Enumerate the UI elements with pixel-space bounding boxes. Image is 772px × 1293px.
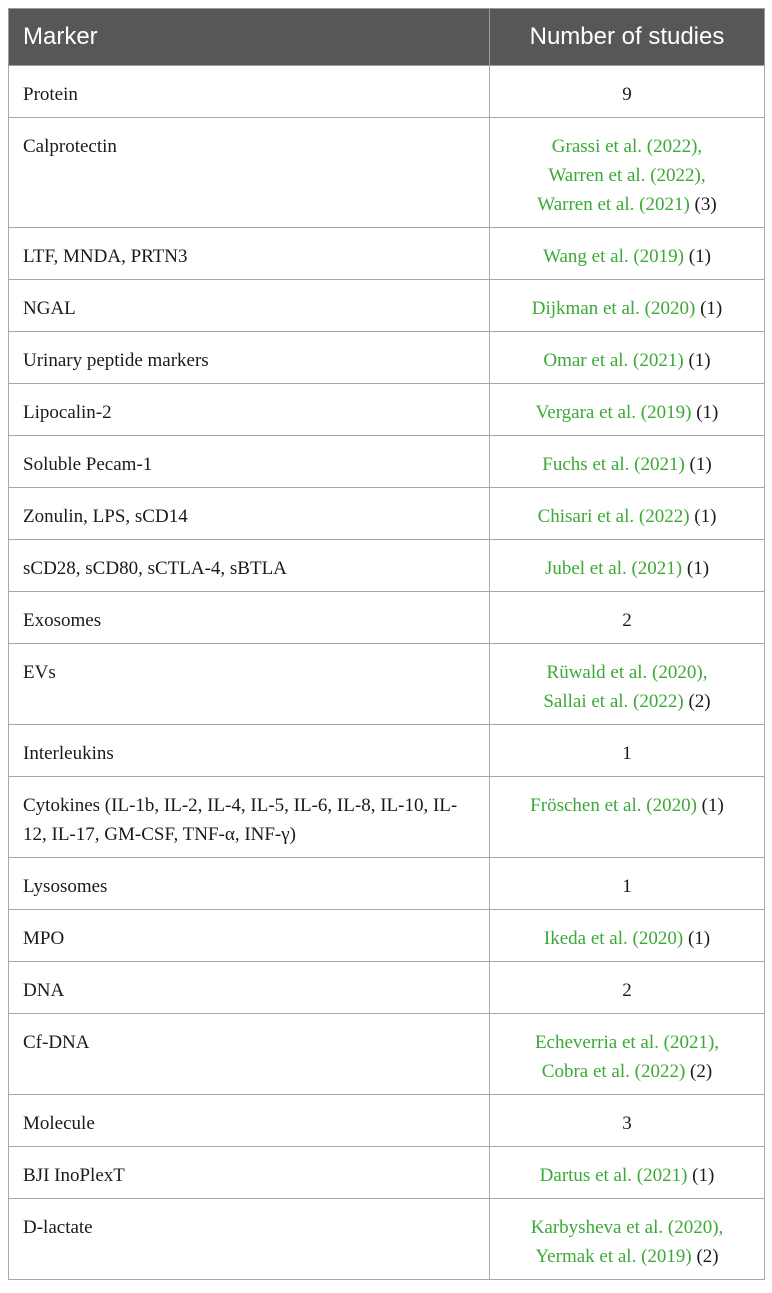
- reference-link[interactable]: Grassi et al. (2022),: [551, 136, 703, 157]
- studies-cell: [490, 1199, 765, 1280]
- reference-link[interactable]: Omar et al. (2021): [543, 350, 684, 371]
- table-row: [9, 777, 765, 858]
- count-cell: 1: [490, 725, 765, 777]
- table-row: [9, 962, 765, 1014]
- marker-cell: Urinary peptide markers: [9, 332, 490, 384]
- study-count: (1): [701, 795, 724, 816]
- study-count: (1): [687, 928, 711, 949]
- header-marker: Marker: [9, 9, 490, 66]
- header-number-of-studies: Number of studies: [490, 9, 765, 66]
- reference-link[interactable]: Sallai et al. (2022): [543, 691, 684, 712]
- studies-cell: [490, 777, 765, 858]
- table-row: [9, 1014, 765, 1095]
- studies-cell: [490, 910, 765, 962]
- marker-cell: Calprotectin: [9, 118, 490, 228]
- table-row: [9, 1095, 765, 1147]
- reference-link[interactable]: Yermak et al. (2019): [535, 1246, 692, 1267]
- table-row: [9, 332, 765, 384]
- marker-cell: sCD28, sCD80, sCTLA-4, sBTLA: [9, 540, 490, 592]
- table-row: [9, 488, 765, 540]
- table-row: [9, 280, 765, 332]
- count-cell: 9: [490, 66, 765, 118]
- table-row: [9, 66, 765, 118]
- count-cell: 2: [490, 962, 765, 1014]
- table-row: [9, 1199, 765, 1280]
- table-row: [9, 858, 765, 910]
- table-row: [9, 592, 765, 644]
- marker-cell: LTF, MNDA, PRTN3: [9, 228, 490, 280]
- marker-cell: BJI InoPlexT: [9, 1147, 490, 1199]
- studies-cell: [490, 436, 765, 488]
- studies-cell: [490, 118, 765, 228]
- study-count: (1): [686, 558, 710, 579]
- studies-cell: [490, 1014, 765, 1095]
- marker-cell: Molecule: [9, 1095, 490, 1147]
- marker-cell: Exosomes: [9, 592, 490, 644]
- reference-link[interactable]: Ikeda et al. (2020): [543, 928, 684, 949]
- study-count: (1): [689, 454, 712, 475]
- study-count: (2): [690, 1061, 713, 1082]
- studies-cell: [490, 384, 765, 436]
- reference-link[interactable]: Fröschen et al. (2020): [530, 795, 697, 816]
- study-count: (1): [700, 298, 723, 319]
- reference-link[interactable]: Chisari et al. (2022): [537, 506, 690, 527]
- reference-link[interactable]: Echeverria et al. (2021),: [534, 1032, 720, 1053]
- table-row: [9, 540, 765, 592]
- table-row: [9, 910, 765, 962]
- studies-cell: [490, 540, 765, 592]
- table-row: [9, 436, 765, 488]
- marker-cell: NGAL: [9, 280, 490, 332]
- reference-link[interactable]: Rüwald et al. (2020),: [546, 662, 708, 683]
- reference-link[interactable]: Fuchs et al. (2021): [542, 454, 685, 475]
- count-cell: 1: [490, 858, 765, 910]
- study-count: (1): [694, 506, 717, 527]
- marker-cell: Cf-DNA: [9, 1014, 490, 1095]
- marker-cell: Zonulin, LPS, sCD14: [9, 488, 490, 540]
- reference-link[interactable]: Dijkman et al. (2020): [531, 298, 696, 319]
- table-row: [9, 384, 765, 436]
- marker-cell: MPO: [9, 910, 490, 962]
- table-row: [9, 1147, 765, 1199]
- reference-link[interactable]: Vergara et al. (2019): [535, 402, 692, 423]
- reference-link[interactable]: Warren et al. (2021): [537, 194, 690, 215]
- count-cell: 2: [490, 592, 765, 644]
- marker-cell: EVs: [9, 644, 490, 725]
- study-count: (1): [688, 246, 711, 267]
- studies-cell: [490, 228, 765, 280]
- header-row: [9, 9, 765, 66]
- study-count: (2): [688, 691, 711, 712]
- studies-cell: [490, 644, 765, 725]
- study-count: (2): [696, 1246, 719, 1267]
- marker-cell: D-lactate: [9, 1199, 490, 1280]
- table-row: [9, 725, 765, 777]
- studies-cell: [490, 332, 765, 384]
- count-cell: 3: [490, 1095, 765, 1147]
- marker-cell: Soluble Pecam-1: [9, 436, 490, 488]
- reference-link[interactable]: Jubel et al. (2021): [544, 558, 683, 579]
- marker-cell: Lysosomes: [9, 858, 490, 910]
- marker-cell: DNA: [9, 962, 490, 1014]
- study-count: (1): [688, 350, 711, 371]
- table-row: [9, 644, 765, 725]
- reference-link[interactable]: Warren et al. (2022),: [548, 165, 706, 186]
- marker-cell: Lipocalin-2: [9, 384, 490, 436]
- study-count: (1): [696, 402, 719, 423]
- studies-cell: [490, 280, 765, 332]
- reference-link[interactable]: Dartus et al. (2021): [539, 1165, 688, 1186]
- marker-cell: Cytokines (IL-1b, IL-2, IL-4, IL-5, IL-6, IL-8, IL-10, IL-12, IL-17, GM-CSF, TNF-α, INF-γ): [9, 777, 490, 858]
- marker-cell: Protein: [9, 66, 490, 118]
- study-count: (1): [692, 1165, 715, 1186]
- markers-table: [8, 8, 765, 1280]
- reference-link[interactable]: Wang et al. (2019): [543, 246, 685, 267]
- reference-link[interactable]: Karbysheva et al. (2020),: [530, 1217, 724, 1238]
- study-count: (3): [694, 194, 717, 215]
- studies-cell: [490, 488, 765, 540]
- studies-cell: [490, 1147, 765, 1199]
- reference-link[interactable]: Cobra et al. (2022): [541, 1061, 686, 1082]
- table-row: [9, 118, 765, 228]
- marker-cell: Interleukins: [9, 725, 490, 777]
- table-row: [9, 228, 765, 280]
